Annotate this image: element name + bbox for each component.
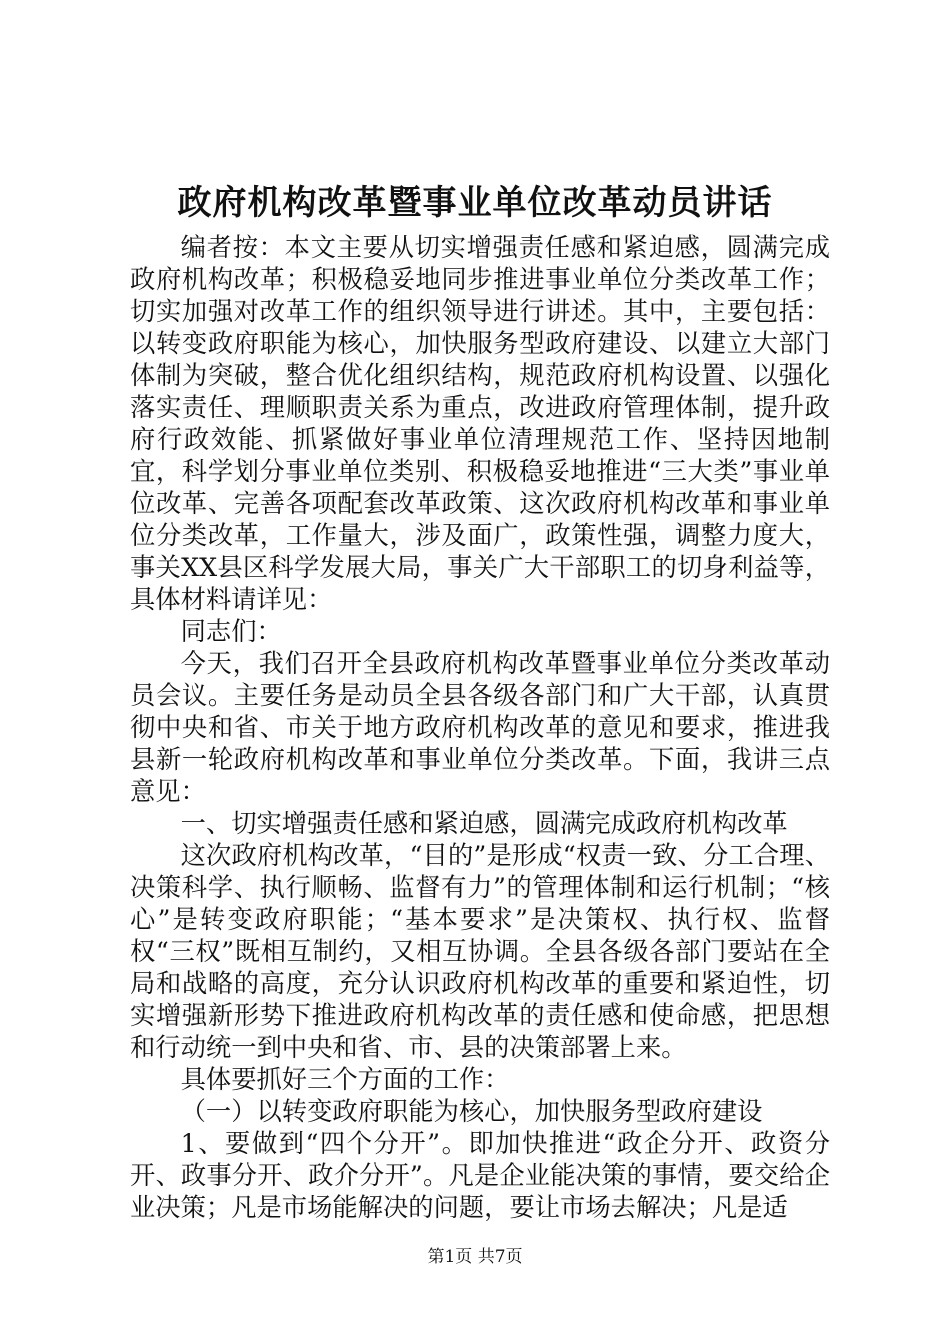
tasks-intro-paragraph: 具体要抓好三个方面的工作： <box>180 1065 510 1094</box>
document-title: 政府机构改革暨事业单位改革动员讲话 <box>177 183 773 223</box>
point-1-paragraph: 1、要做到“四个分开”。即加快推进“政企分开、政资分开、政事分开、政介分开”。凡是企业能决策的事情，要交给企业决策；凡是市场能解决的问题，要让市场去解决；凡是适 <box>130 1129 830 1222</box>
page-number-footer: 第1页 共7页 <box>427 1247 523 1267</box>
section-heading-1: 一、切实增强责任感和紧迫感，圆满完成政府机构改革 <box>180 809 788 838</box>
subsection-heading-1: （一）以转变政府职能为核心，加快服务型政府建设 <box>180 1097 763 1126</box>
section-1-paragraph: 这次政府机构改革，“目的”是形成“权责一致、分工合理、决策科学、执行顺畅、监督有力”的管理体制和运行机制；“核心”是转变政府职能；“基本要求”是决策权、执行权、监督权“三权”既相互制约，又相互协调。全县各级各部门要站在全局和战略的高度，充分认识政府机构改革的重要和紧迫性，切实增强新形势下推进政府机构改革的责任感和使命感，把思想和行动统一到中央和省、市、县的决策部署上来。 <box>130 841 830 1062</box>
opening-paragraph: 今天，我们召开全县政府机构改革暨事业单位分类改革动员会议。主要任务是动员全县各级各部门和广大干部，认真贯彻中央和省、市关于地方政府机构改革的意见和要求，推进我县新一轮政府机构改革和事业单位分类改革。下面，我讲三点意见： <box>130 649 830 806</box>
editor-note-paragraph: 编者按：本文主要从切实增强责任感和紧迫感，圆满完成政府机构改革；积极稳妥地同步推进事业单位分类改革工作；切实加强对改革工作的组织领导进行讲述。其中，主要包括：以转变政府职能为核心，加快服务型政府建设、以建立大部门体制为突破，整合优化组织结构，规范政府机构设置、以强化落实责任、理顺职责关系为重点，改进政府管理体制，提升政府行政效能、抓紧做好事业单位清理规范工作、坚持因地制宜，科学划分事业单位类别、积极稳妥地推进“三大类”事业单位改革、完善各项配套改革政策、这次政府机构改革和事业单位分类改革，工作量大，涉及面广，政策性强，调整力度大，事关XX县区科学发展大局，事关广大干部职工的切身利益等，具体材料请详见： <box>130 233 830 614</box>
salutation-paragraph: 同志们： <box>180 617 282 646</box>
document-body <box>130 232 830 1224</box>
